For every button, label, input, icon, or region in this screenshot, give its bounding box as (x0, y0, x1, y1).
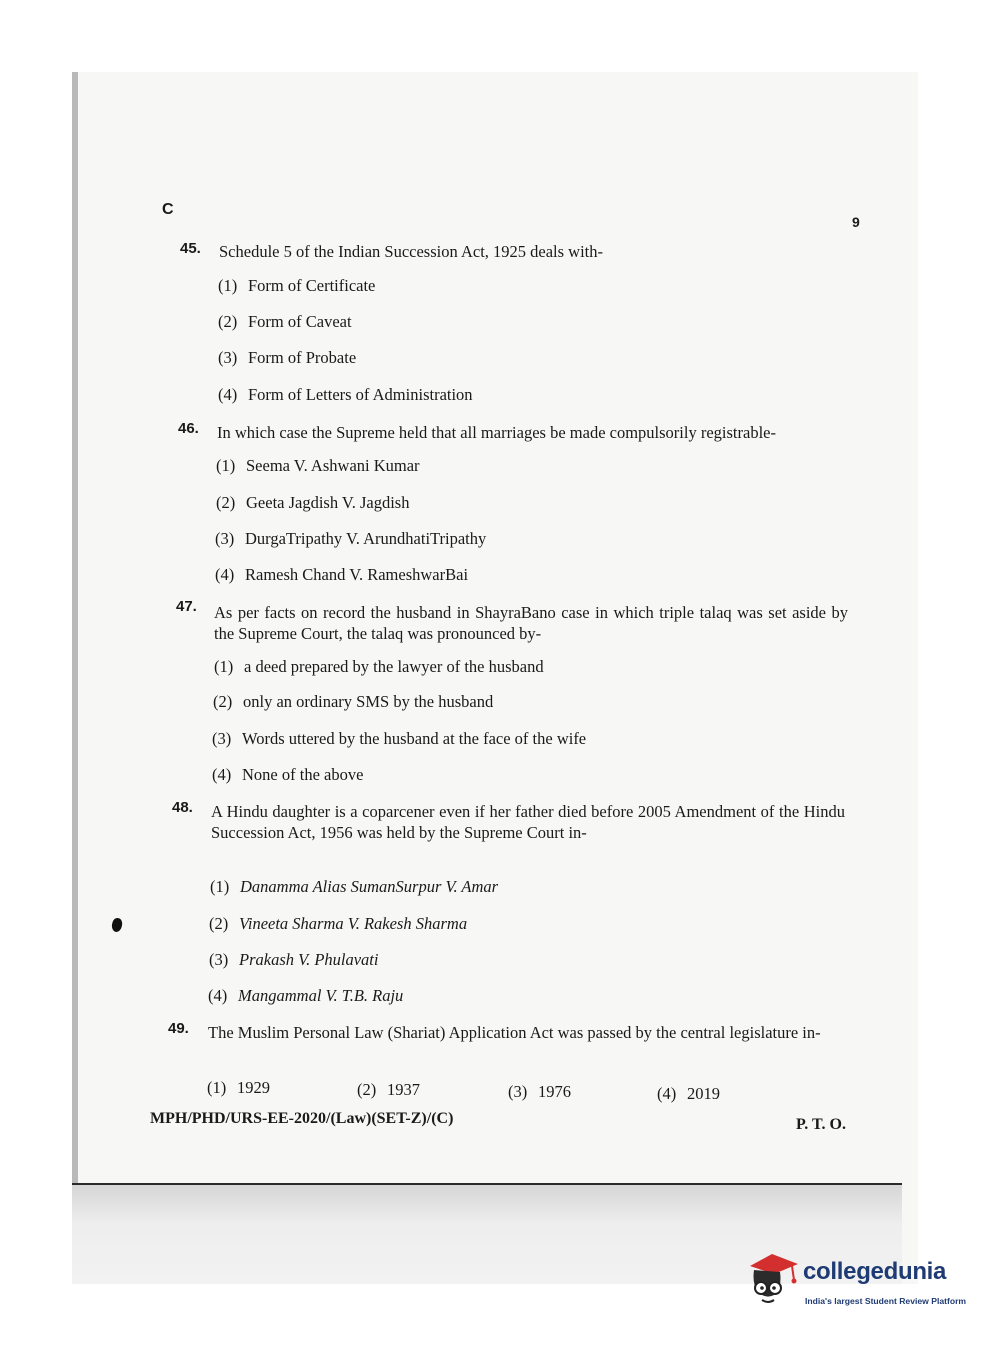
option: (3) Form of Probate (218, 348, 357, 367)
brand-name: collegedunia (803, 1258, 947, 1285)
option: (3) DurgaTripathy V. ArundhatiTripathy (215, 529, 487, 548)
brand-tagline: India's largest Student Review Platform (805, 1296, 967, 1306)
question-text: A Hindu daughter is a coparcener even if her father died before 2005 Amendment of the Hindu Succession Act, 1956 was held by the Supreme Court in- (211, 802, 845, 842)
page-number: 9 (852, 214, 860, 230)
question-number: 45. (180, 240, 201, 257)
question-text: The Muslim Personal Law (Shariat) Application Act was passed by the central legislature in- (208, 1023, 821, 1042)
question-number: 48. (172, 799, 193, 816)
option: (3) Words uttered by the husband at the face of the wife (212, 729, 587, 748)
paper-code: MPH/PHD/URS-EE-2020/(Law)(SET-Z)/(C) (150, 1110, 454, 1127)
option: (4) Ramesh Chand V. RameshwarBai (215, 565, 469, 584)
option: (4) Mangammal V. T.B. Raju (208, 986, 404, 1005)
question-text: As per facts on record the husband in ShayraBano case in which triple talaq was set aside by the Supreme Court, the talaq was pronounced by- (214, 603, 848, 643)
question-number: 46. (178, 420, 199, 437)
question-text: In which case the Supreme held that all marriages be made compulsorily registrable- (217, 423, 776, 442)
option: (1) Seema V. Ashwani Kumar (216, 456, 420, 475)
option: (3) 1976 (508, 1082, 571, 1101)
option: (2) 1937 (357, 1080, 420, 1099)
option: (4) 2019 (657, 1084, 720, 1103)
question-number: 49. (168, 1020, 189, 1037)
question-text: Schedule 5 of the Indian Succession Act, 1925 deals with- (219, 242, 604, 261)
option: (2) Form of Caveat (218, 312, 352, 331)
option: (1) Form of Certificate (218, 276, 376, 295)
option: (2) Vineeta Sharma V. Rakesh Sharma (209, 914, 468, 933)
option: (2) Geeta Jagdish V. Jagdish (216, 493, 410, 512)
set-letter: C (162, 201, 174, 218)
option: (3) Prakash V. Phulavati (209, 950, 379, 969)
mascot-icon (744, 1250, 800, 1310)
question-number: 47. (176, 598, 197, 615)
collegedunia-logo[interactable] (744, 1250, 970, 1310)
option: (2) only an ordinary SMS by the husband (213, 692, 494, 711)
option: (1) 1929 (207, 1078, 270, 1097)
option: (1) a deed prepared by the lawyer of the husband (214, 657, 544, 676)
pto-label: P. T. O. (796, 1116, 846, 1133)
option: (1) Danamma Alias SumanSurpur V. Amar (210, 877, 499, 896)
option: (4) Form of Letters of Administration (218, 385, 473, 404)
option: (4) None of the above (212, 765, 364, 784)
